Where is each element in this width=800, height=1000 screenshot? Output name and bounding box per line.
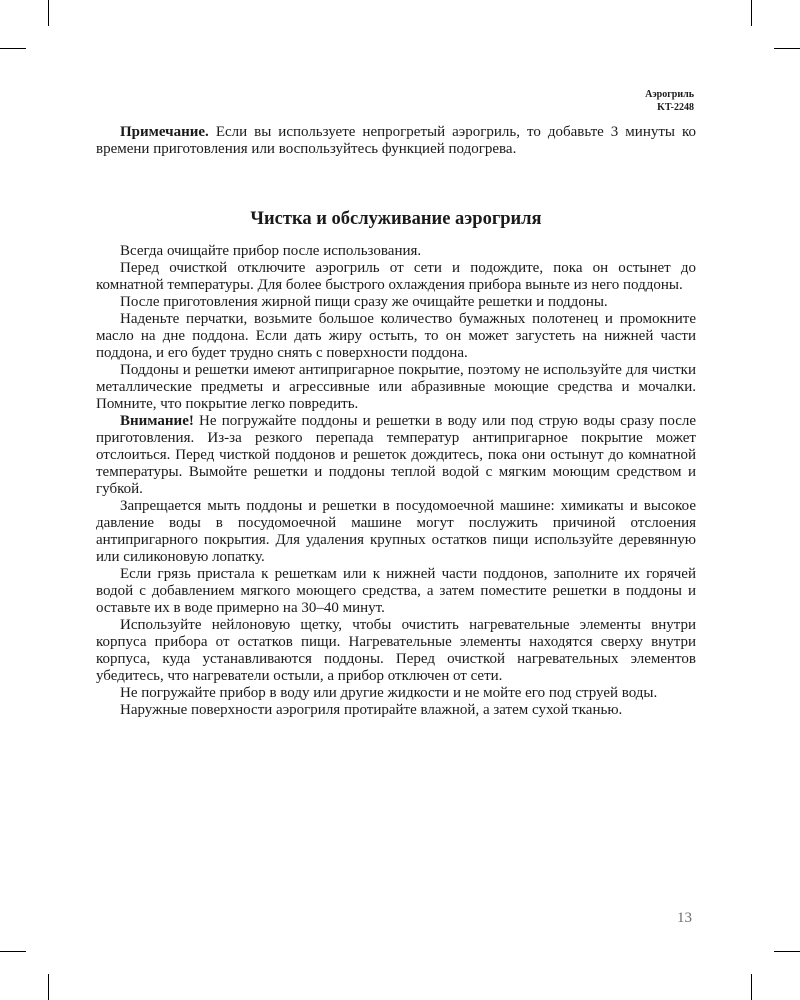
header-model: KT-2248 <box>657 102 694 113</box>
note-paragraph <box>96 124 696 158</box>
paragraph: Всегда очищайте прибор после использования. <box>120 243 422 259</box>
paragraph: После приготовления жирной пищи сразу же очищайте решетки и поддоны. <box>120 294 608 310</box>
warning-label: Внимание! <box>120 413 194 429</box>
crop-mark-bottom-right-h <box>774 951 800 952</box>
crop-mark-bottom-right <box>751 974 752 1000</box>
paragraph: Используйте нейлоновую щетку, чтобы очистить нагревательные элементы внутри корпуса прибора от остатков пищи. Нагревательные элементы находятся сверху внутри корпуса, куда устанавливаются поддоны. Перед очисткой нагревательных элементов убедитесь, что нагреватели остыли, а прибор отключен от сети. <box>96 617 696 684</box>
note-text: Если вы используете непрогретый аэрогриль, то добавьте 3 минуты ко времени приготовления или воспользуйтесь функцией подогрева. <box>96 124 697 157</box>
running-header <box>645 88 694 114</box>
paragraph: Поддоны и решетки имеют антипригарное покрытие, поэтому не используйте для чистки металлические предметы и агрессивные или абразивные моющие средства и мочалки. Помните, что покрытие легко повредить. <box>96 362 696 412</box>
paragraph: Если грязь пристала к решеткам или к нижней части поддонов, заполните их горячей водой с добавлением мягкого моющего средства, а затем поместите решетки в поддоны и оставьте их в воде примерно на 30–40 минут. <box>96 566 696 616</box>
warning-paragraph <box>96 413 696 498</box>
paragraph: Запрещается мыть поддоны и решетки в посудомоечной машине: химикаты и высокое давление воды в посудомоечной машине могут послужить причиной отслоения антипригарного покрытия. Для удаления крупных остатков пищи используйте деревянную или силиконовую лопатку. <box>96 498 696 565</box>
paragraph: Перед очисткой отключите аэрогриль от сети и подождите, пока он остынет до комнатной температуры. Для более быстрого охлаждения прибора выньте из него поддоны. <box>96 260 696 293</box>
page-content <box>96 124 696 719</box>
section-title: Чистка и обслуживание аэрогриля <box>250 209 542 229</box>
paragraph: Наденьте перчатки, возьмите большое количество бумажных полотенец и промокните масло на дне поддона. Если дать жиру остыть, то он может загустеть на нижней части поддона, и его будет трудно снять с поверхности поддона. <box>96 311 696 361</box>
crop-mark-top-left <box>48 0 49 26</box>
note-label: Примечание. <box>120 124 209 140</box>
crop-mark-top-right <box>751 0 752 26</box>
page-number: 13 <box>677 910 692 926</box>
crop-mark-bottom-left-h <box>0 951 26 952</box>
paragraph: Не погружайте прибор в воду или другие жидкости и не мойте его под струей воды. <box>120 685 658 701</box>
header-product: Аэрогриль <box>645 89 694 100</box>
crop-mark-bottom-left <box>48 974 49 1000</box>
paragraph: Наружные поверхности аэрогриля протирайте влажной, а затем сухой тканью. <box>120 702 623 718</box>
crop-mark-top-right-h <box>774 48 800 49</box>
warning-text: Не погружайте поддоны и решетки в воду или под струю воды сразу после приготовления. Из-за резкого перепада температур антипригарное покрытие может отслоиться. Перед чисткой поддонов и решеток дождитесь, пока они остынут до комнатной температуры. Вымойте решетки и поддоны теплой водой с мягким моющим средством и губкой. <box>96 413 696 497</box>
crop-mark-top-left-h <box>0 48 26 49</box>
